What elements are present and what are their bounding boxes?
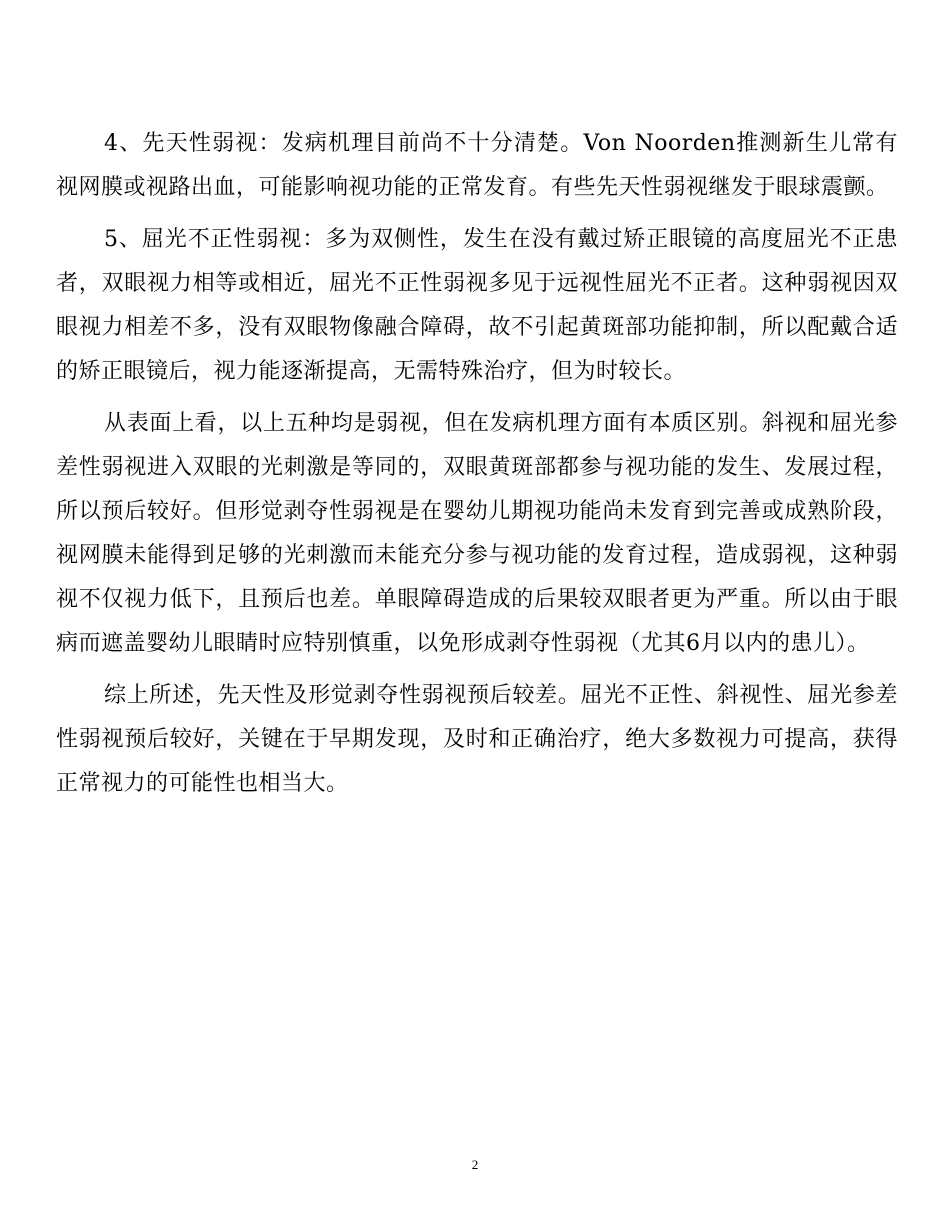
paragraph-congenital-amblyopia: 4、先天性弱视：发病机理目前尚不十分清楚。Von Noorden推测新生儿常有视网膜或视路出血，可能影响视功能的正常发育。有些先天性弱视继发于眼球震颤。 (56, 131, 898, 200)
paragraph-mechanism-comparison: 从表面上看，以上五种均是弱视，但在发病机理方面有本质区别。斜视和屈光参差性弱视进入双眼的光刺激是等同的，双眼黄斑部都参与视功能的发生、发展过程，所以预后较好。但形觉剥夺性弱视是在婴幼儿期视功能尚未发育到完善或成熟阶段，视网膜未能得到足够的光刺激而未能充分参与视功能的发育过程，造成弱视，这种弱视不仅视力低下，且预后也差。单眼障碍造成的后果较双眼者更为严重。所以由于眼病而遮盖婴幼儿眼睛时应特别慎重，以免形成剥夺性弱视（尤其6月以内的患儿）。 (56, 411, 898, 656)
paragraph-refractive-amblyopia: 5、屈光不正性弱视：多为双侧性，发生在没有戴过矫正眼镜的高度屈光不正患者，双眼视力相等或相近，屈光不正性弱视多见于远视性屈光不正者。这种弱视因双眼视力相差不多，没有双眼物像融合障碍，故不引起黄斑部功能抑制，所以配戴合适的矫正眼镜后，视力能逐渐提高，无需特殊治疗，但为时较长。 (56, 227, 898, 384)
document-body (56, 122, 898, 814)
paragraph-summary: 综上所述，先天性及形觉剥夺性弱视预后较差。屈光不正性、斜视性、屈光参差性弱视预后较好，关键在于早期发现，及时和正确治疗，绝大多数视力可提高，获得正常视力的可能性也相当大。 (56, 683, 898, 796)
page-number: 2 (471, 1157, 479, 1172)
